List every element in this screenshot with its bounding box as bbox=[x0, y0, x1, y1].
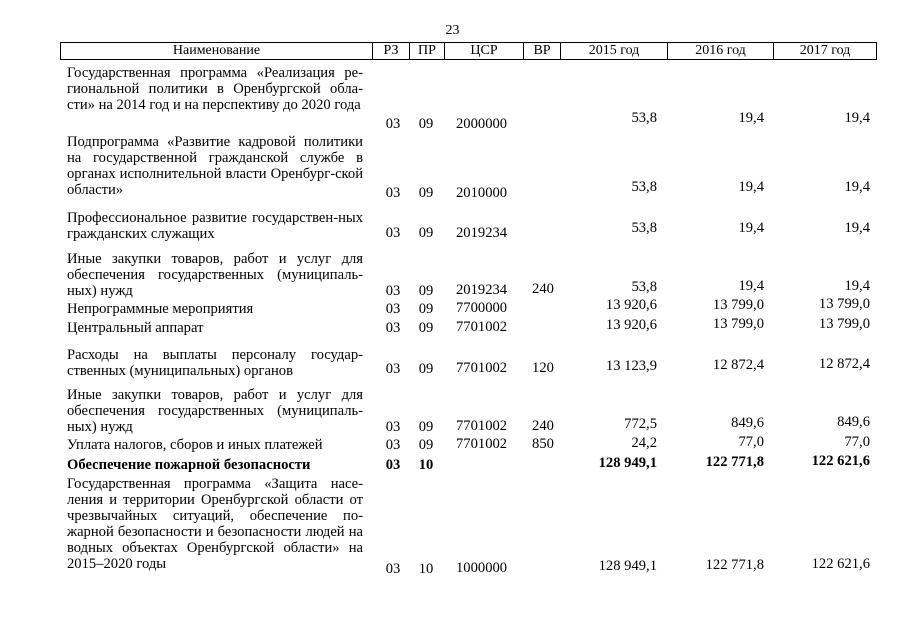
row-2016: 122 771,8 bbox=[705, 557, 764, 573]
row-2017: 122 621,6 bbox=[811, 453, 870, 469]
row-2015: 13 920,6 bbox=[605, 297, 657, 313]
row-2015: 128 949,1 bbox=[598, 455, 657, 471]
row-2017: 19,4 bbox=[844, 179, 870, 195]
header-vr: ВР bbox=[523, 43, 560, 59]
row-2015: 13 123,9 bbox=[605, 358, 657, 374]
row-2015: 53,8 bbox=[631, 110, 657, 126]
row-vr: 240 bbox=[532, 418, 554, 434]
row-vr: 120 bbox=[532, 360, 554, 376]
row-csr: 2019234 bbox=[456, 225, 508, 241]
row-vr: 850 bbox=[532, 436, 554, 452]
row-name: Профессиональное развитие государствен-ных гражданских служащих bbox=[67, 210, 363, 242]
header-2016: 2016 год bbox=[667, 43, 773, 59]
row-rz: 03 bbox=[385, 283, 401, 299]
row-name: Иные закупки товаров, работ и услуг для обеспечения государственных (муниципаль-ных) нужд bbox=[67, 387, 363, 435]
row-2017: 122 621,6 bbox=[811, 556, 870, 572]
row-rz: 03 bbox=[385, 561, 401, 577]
row-pr: 09 bbox=[418, 419, 434, 435]
row-vr: 240 bbox=[532, 281, 554, 297]
header-2017: 2017 год bbox=[773, 43, 876, 59]
row-csr: 2019234 bbox=[456, 282, 508, 298]
row-rz: 03 bbox=[385, 301, 401, 317]
page-number: 23 bbox=[445, 23, 460, 38]
row-name: Расходы на выплаты персоналу государ-ственных (муниципальных) органов bbox=[67, 347, 363, 379]
row-2017: 12 872,4 bbox=[818, 356, 870, 372]
row-2015: 24,2 bbox=[631, 435, 657, 451]
row-2015: 53,8 bbox=[631, 279, 657, 295]
row-2016: 12 872,4 bbox=[712, 357, 764, 373]
row-2016: 19,4 bbox=[738, 110, 764, 126]
row-pr: 09 bbox=[418, 320, 434, 336]
row-rz: 03 bbox=[385, 457, 401, 473]
row-2015: 53,8 bbox=[631, 220, 657, 236]
row-2017: 849,6 bbox=[837, 414, 870, 430]
row-2015: 772,5 bbox=[624, 416, 657, 432]
row-pr: 09 bbox=[418, 283, 434, 299]
row-pr: 09 bbox=[418, 185, 434, 201]
row-2016: 19,4 bbox=[738, 179, 764, 195]
row-2016: 77,0 bbox=[738, 434, 764, 450]
row-csr: 7701002 bbox=[456, 319, 508, 335]
row-csr: 1000000 bbox=[456, 560, 508, 576]
row-rz: 03 bbox=[385, 419, 401, 435]
row-2017: 13 799,0 bbox=[818, 296, 870, 312]
row-pr: 10 bbox=[418, 457, 434, 473]
header-2015: 2015 год bbox=[560, 43, 667, 59]
row-name: Государственная программа «Реализация ре-гиональной политики в Оренбургской обла-сти» на 2014 год и на перспективу до 2020 года bbox=[67, 65, 363, 113]
row-csr: 7700000 bbox=[456, 300, 508, 316]
row-name: Иные закупки товаров, работ и услуг для обеспечения государственных (муниципаль-ных) нужд bbox=[67, 251, 363, 299]
row-2017: 77,0 bbox=[844, 434, 870, 450]
row-name: Центральный аппарат bbox=[67, 320, 204, 336]
row-2016: 13 799,0 bbox=[712, 297, 764, 313]
row-name: Подпрограмма «Развитие кадровой политики на государственной гражданской службе в органах исполнительной власти Оренбург-ской области» bbox=[67, 134, 363, 198]
row-2016: 122 771,8 bbox=[705, 454, 764, 470]
row-csr: 2010000 bbox=[456, 185, 508, 201]
row-pr: 09 bbox=[418, 225, 434, 241]
row-rz: 03 bbox=[385, 185, 401, 201]
row-2017: 13 799,0 bbox=[818, 316, 870, 332]
header-csr: ЦСР bbox=[444, 43, 523, 59]
row-2015: 128 949,1 bbox=[598, 558, 657, 574]
row-pr: 10 bbox=[418, 561, 434, 577]
row-2016: 849,6 bbox=[731, 415, 764, 431]
row-2016: 19,4 bbox=[738, 278, 764, 294]
row-pr: 09 bbox=[418, 437, 434, 453]
row-name: Уплата налогов, сборов и иных платежей bbox=[67, 437, 323, 453]
row-2015: 53,8 bbox=[631, 179, 657, 195]
row-rz: 03 bbox=[385, 225, 401, 241]
row-rz: 03 bbox=[385, 361, 401, 377]
row-2016: 13 799,0 bbox=[712, 316, 764, 332]
header-pr: ПР bbox=[409, 43, 444, 59]
header-name: Наименование bbox=[172, 43, 261, 58]
row-2017: 19,4 bbox=[844, 110, 870, 126]
row-pr: 09 bbox=[418, 116, 434, 132]
row-rz: 03 bbox=[385, 116, 401, 132]
row-csr: 2000000 bbox=[456, 116, 508, 132]
row-name: Непрограммные мероприятия bbox=[67, 301, 254, 317]
row-csr: 7701002 bbox=[456, 436, 508, 452]
row-rz: 03 bbox=[385, 320, 401, 336]
row-2017: 19,4 bbox=[844, 278, 870, 294]
row-name: Государственная программа «Защита насе-ления и территории Оренбургской области от чрезвычайных ситуаций, обеспечение по-жарной безопасности и безопасности людей на водных объектах Оренбургской области» на 2015–2020 годы bbox=[67, 476, 363, 572]
row-rz: 03 bbox=[385, 437, 401, 453]
row-csr: 7701002 bbox=[456, 360, 508, 376]
row-2016: 19,4 bbox=[738, 220, 764, 236]
row-pr: 09 bbox=[418, 361, 434, 377]
row-2015: 13 920,6 bbox=[605, 317, 657, 333]
header-rz: РЗ bbox=[372, 43, 409, 59]
row-name: Обеспечение пожарной безопасности bbox=[67, 457, 311, 473]
row-csr: 7701002 bbox=[456, 418, 508, 434]
row-2017: 19,4 bbox=[844, 220, 870, 236]
row-pr: 09 bbox=[418, 301, 434, 317]
